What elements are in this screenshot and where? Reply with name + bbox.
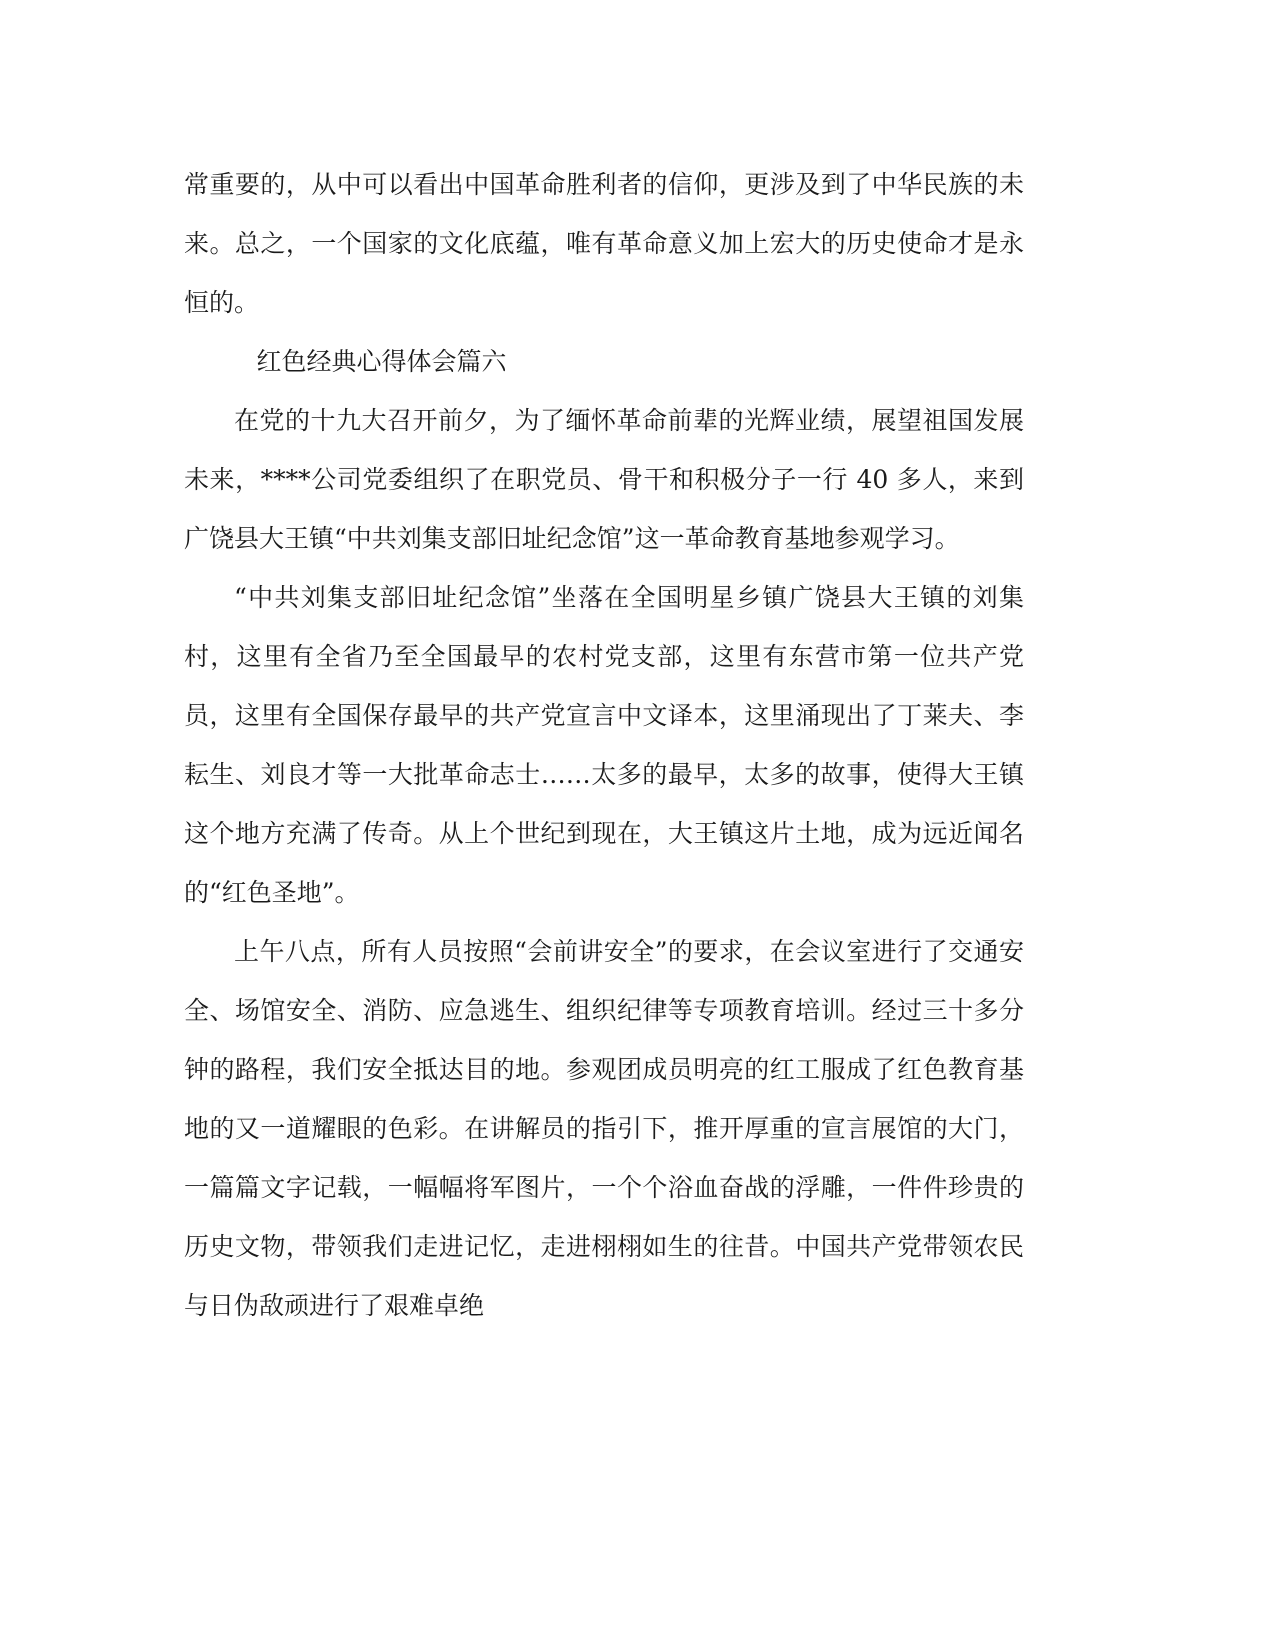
paragraph: 上午八点，所有人员按照“会前讲安全”的要求，在会议室进行了交通安全、场馆安全、消防、应急逃生、组织纪律等专项教育培训。经过三十多分钟的路程，我们安全抵达目的地。参观团成员明亮的红工服成了红色教育基地的又一道耀眼的色彩。在讲解员的指引下，推开厚重的宣言展馆的大门，一篇篇文字记载，一幅幅将军图片，一个个浴血奋战的浮雕，一件件珍贵的历史文物，带领我们走进记忆，走进栩栩如生的往昔。中国共产党带领农民与日伪敌顽进行了艰难卓绝 (184, 937, 1024, 1320)
paragraph-continuation: 常重要的，从中可以看出中国革命胜利者的信仰，更涉及到了中华民族的未来。总之，一个国家的文化底蕴，唯有革命意义加上宏大的历史使命才是永恒的。 (184, 170, 1024, 317)
section-heading: 红色经典心得体会篇六 (256, 347, 507, 376)
paragraph: 在党的十九大召开前夕，为了缅怀革命前辈的光辉业绩，展望祖国发展未来，****公司党委组织了在职党员、骨干和积极分子一行 40 多人，来到广饶县大王镇“中共刘集支部旧址纪念馆”这一革命教育基地参观学习。 (184, 406, 1024, 553)
paragraph: “中共刘集支部旧址纪念馆”坐落在全国明星乡镇广饶县大王镇的刘集村，这里有全省乃至全国最早的农村党支部，这里有东营市第一位共产党员，这里有全国保存最早的共产党宣言中文译本，这里涌现出了丁莱夫、李耘生、刘良才等一大批革命志士……太多的最早，太多的故事，使得大王镇这个地方充满了传奇。从上个世纪到现在，大王镇这片土地，成为远近闻名的“红色圣地”。 (184, 583, 1024, 907)
document-body (184, 155, 1024, 1335)
